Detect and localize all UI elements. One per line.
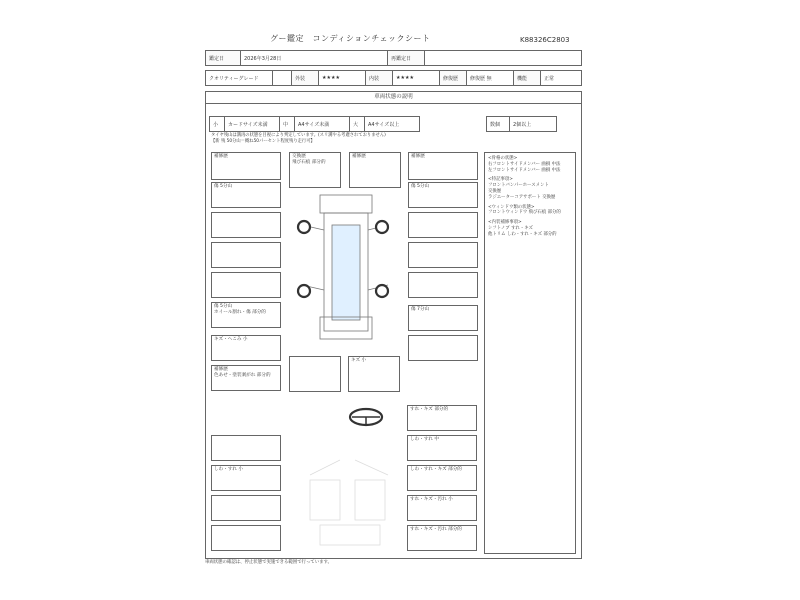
car-diagram <box>282 185 407 355</box>
interior-box-right-3: しわ・すれ・キズ 部分的 <box>407 465 477 491</box>
steering-wheel-icon <box>348 407 384 427</box>
special-notes-line-1: フロントバンパーホースメント <box>488 183 549 189</box>
damage-box-left-5: 傷 5分山 ホイール割れ・傷 部分的 <box>211 302 281 328</box>
interior-box-left-4 <box>211 525 281 551</box>
damage-box-right-5: 傷 7分山 <box>408 305 478 331</box>
function-value: 正常 <box>541 71 582 86</box>
interior-box-left-2: しわ・すれ 小 <box>211 465 281 491</box>
special-notes-line-3: ラジエーターコアサポート 交換歴 <box>488 194 556 200</box>
damage-box-bottom-1 <box>289 356 341 392</box>
damage-box-left-6: キズ・へこみ 小 <box>211 335 281 361</box>
legend-large-label: 大 <box>350 117 365 132</box>
legend-count-label: 数個 <box>487 117 510 132</box>
section-title: 車両状態の説明 <box>205 91 582 104</box>
appraisal-date-value: 2026年3月28日 <box>241 51 388 66</box>
damage-box-right-2 <box>408 212 478 238</box>
interior-box-left-3 <box>211 495 281 521</box>
interior-box-right-2: しわ・すれ 中 <box>407 435 477 461</box>
size-legend <box>209 116 420 132</box>
interior-repair-line-1: シフトノブ すれ・キズ <box>488 225 533 231</box>
damage-box-right-1: 傷 5分山 <box>408 182 478 208</box>
info-row-grade <box>205 70 582 86</box>
legend-count-desc: 2個以上 <box>510 117 557 132</box>
grade-label: クオリティーグレード <box>206 71 273 86</box>
tire-note-2: 【新 残 50分山＝概ね50パーセント程度残り走行可】 <box>211 139 315 144</box>
rear-left-tire <box>298 285 310 297</box>
frame-condition-line-2: 左フロントサイドメンバー 曲損 中法 <box>488 167 561 173</box>
repair-history-value: 修復歴 無 <box>467 71 514 86</box>
damage-box-top-3: 補修歴 <box>408 152 478 180</box>
exterior-stars: ★★★★ <box>319 71 366 86</box>
legend-large-desc: A4サイズ以上 <box>365 117 420 132</box>
interior-box-left-1 <box>211 435 281 461</box>
damage-box-top-1: 交換歴 飛び石痕 部分的 <box>289 152 341 188</box>
special-notes-title: <特記事項> <box>488 177 513 183</box>
tire-note-1: タイヤ残山は溝再の状態を目視により判定しています。(スリ溝やる考慮されておりません) <box>211 133 386 138</box>
interior-box-right-5: すれ・キズ・汚れ 部分的 <box>407 525 477 551</box>
footer-note: 車両状態の確認は、停止状態で実施できる範囲で行っています。 <box>205 560 332 565</box>
damage-box-left-2: 傷 5分山 <box>211 182 281 208</box>
frame-condition-title: <骨格の状態> <box>488 156 518 161</box>
interior-box-right-1: すれ・キズ 部分的 <box>407 405 477 431</box>
damage-box-left-1: 補修歴 <box>211 152 281 180</box>
legend-small-label: 小 <box>210 117 225 132</box>
damage-box-right-4 <box>408 272 478 298</box>
window-condition-title: <ウィンドウ類の状態> <box>488 204 535 210</box>
damage-box-left-empty <box>211 272 281 298</box>
interior-repair-line-2: 他トリム しわ・すれ・キズ 部分的 <box>488 231 557 237</box>
legend-mid-label: 中 <box>280 117 295 132</box>
legend-small-desc: カードサイズ未満 <box>225 117 280 132</box>
damage-box-left-3 <box>211 212 281 238</box>
window-condition-line-1: フロントウィンドウ 飛び石痕 部分的 <box>488 210 561 216</box>
sheet-title: グー鑑定 コンディションチェックシート <box>270 34 431 43</box>
damage-box-left-7: 補修歴 色あせ・塗装剥がれ 部分的 <box>211 365 281 391</box>
remarks-panel <box>484 152 576 554</box>
count-legend <box>486 116 557 132</box>
front-bumper-outline <box>320 195 372 213</box>
special-notes-line-2: 交換歴 <box>488 188 502 194</box>
info-row-date <box>205 50 582 66</box>
interior-label: 内装 <box>366 71 393 86</box>
interior-seat-diagram <box>300 440 400 550</box>
reappraisal-value <box>425 51 582 66</box>
damage-box-right-3 <box>408 242 478 268</box>
damage-box-bottom-2: キズ 小 <box>348 356 400 392</box>
rear-right-tire <box>376 285 388 297</box>
grade-value <box>273 71 292 86</box>
exterior-label: 外装 <box>292 71 319 86</box>
front-right-tire <box>376 221 388 233</box>
front-left-tire <box>298 221 310 233</box>
document-id: K88326C2803 <box>520 36 570 44</box>
interior-box-right-4: すれ・キズ・汚れ 小 <box>407 495 477 521</box>
damage-box-right-6 <box>408 335 478 361</box>
interior-stars: ★★★★ <box>393 71 440 86</box>
damage-box-left-4 <box>211 242 281 268</box>
appraisal-date-label: 鑑定日 <box>206 51 241 66</box>
cabin-glass-outline <box>332 225 360 320</box>
reappraisal-label: 再鑑定日 <box>388 51 425 66</box>
frame-condition-line-1: 右フロントサイドメンバー 曲損 中法 <box>488 161 561 167</box>
legend-mid-desc: A4サイズ未満 <box>295 117 350 132</box>
function-label: 機能 <box>514 71 541 86</box>
damage-box-top-2: 補修歴 <box>349 152 401 188</box>
repair-history-label: 修復歴 <box>440 71 467 86</box>
interior-repair-title: <内装補修事項> <box>488 220 522 226</box>
